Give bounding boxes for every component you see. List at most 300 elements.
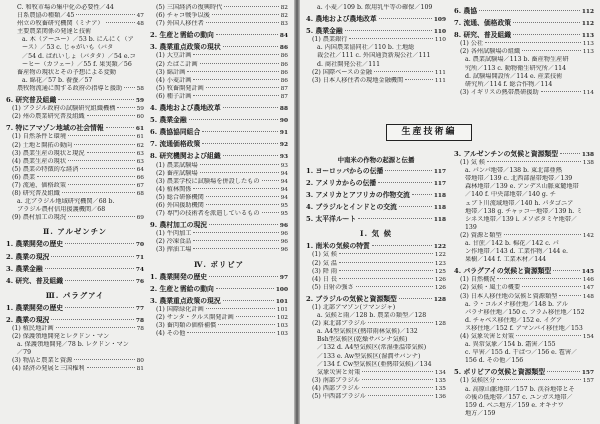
toc-entry-title: (7) 流通、価格政策	[12, 181, 67, 189]
dot-leader	[124, 87, 134, 88]
toc-entry-title: c. 旱害／155 d. 干ばつ／156 e. 雹害／	[465, 349, 578, 357]
toc-entry	[306, 320, 446, 328]
dot-leader	[58, 99, 134, 100]
dot-leader	[479, 10, 580, 11]
dot-leader	[68, 216, 135, 217]
toc-entry	[150, 210, 288, 218]
toc-entry	[454, 267, 594, 276]
toc-page-number: 109	[433, 17, 446, 24]
toc-page-number: 95	[280, 202, 288, 209]
toc-entry	[6, 85, 144, 93]
toc-page-number: 58	[136, 85, 144, 92]
toc-entry-title: 5. 太平洋ルート	[306, 215, 357, 224]
toc-page-number: 96	[280, 239, 288, 246]
toc-page-number: 136	[434, 394, 446, 400]
dot-leader	[223, 300, 274, 301]
toc-page-number: 94	[280, 170, 288, 177]
toc-entry	[454, 191, 594, 199]
toc-entry-title: (4) 小麦計画	[156, 76, 192, 84]
dot-leader	[339, 253, 433, 254]
dot-leader	[362, 371, 433, 372]
section-subheading: 中南米の作物の起源と伝播	[337, 155, 415, 164]
dot-leader	[541, 91, 581, 92]
toc-entry-title: a. 保護領地開発／78 b. レクドン・マン	[17, 341, 129, 349]
toc-entry	[6, 124, 144, 133]
toc-entry	[454, 402, 594, 410]
toc-page-number: 117	[433, 180, 446, 187]
toc-page-number: 86	[280, 61, 288, 68]
toc-entry-title: a. 甘蔗／142 b. 棉花／142 c. パ	[465, 239, 559, 247]
toc-entry-title: 6. 農協協同組合	[150, 128, 201, 137]
toc-entry	[150, 194, 288, 202]
toc-entry	[150, 273, 288, 282]
toc-entry-title: a. 内国農業協同社／110 b. 土地総	[317, 44, 415, 52]
toc-entry-title: 3. 農業重点政策の現況	[150, 296, 221, 305]
toc-entry	[454, 167, 594, 175]
toc-entry	[306, 44, 446, 52]
toc-entry	[6, 96, 144, 105]
toc-entry	[6, 214, 144, 222]
toc-page-number: 76	[135, 278, 144, 285]
dot-leader	[193, 54, 278, 55]
toc-entry	[306, 191, 446, 200]
toc-entry-title: ース）／53 c. じゃがいも（バタ	[22, 44, 114, 52]
toc-page-number: 92	[279, 142, 288, 149]
toc-page-number: 123	[434, 260, 446, 267]
toc-entry	[150, 162, 288, 170]
toc-entry	[150, 306, 288, 314]
toc-entry-title: 6. 研究普及組織	[6, 96, 57, 105]
toc-entry-title: (1) 植民地計画	[12, 325, 54, 332]
toc-entry-title: 1. 農業開発の歴史	[150, 272, 208, 281]
toc-entry-title: (2) 東北部ブラジル	[312, 320, 366, 328]
toc-entry-title: (6) 種子計画	[156, 92, 192, 100]
toc-entry-title: (9) 農村加工の現況	[12, 214, 67, 222]
toc-entry-title: (2) 保護領地開発とレクドン・マン	[12, 333, 110, 341]
dot-leader	[209, 224, 278, 225]
toc-entry	[150, 116, 288, 125]
dot-leader	[74, 359, 134, 360]
dot-leader	[56, 327, 135, 328]
toc-entry-title: 2. 生産と需給の動向	[150, 284, 214, 293]
toc-entry-title: 気象災害と対策	[317, 368, 361, 376]
toc-entry-title: (1) 自然概況	[460, 276, 496, 284]
dot-leader	[68, 184, 135, 185]
toc-page-number: 96	[280, 231, 288, 238]
toc-entry	[306, 27, 446, 36]
dot-leader	[345, 30, 432, 31]
toc-entry-title: ーヒー（カフェー）／55 f. 果実類／56	[22, 60, 132, 68]
toc-page-number: 101	[275, 298, 288, 305]
toc-page-number: 82	[280, 13, 288, 20]
dot-leader	[339, 278, 433, 279]
toc-entry-title: (3) 降 雨	[312, 267, 338, 275]
toc-entry	[454, 240, 594, 248]
toc-entry-title: (3) イギリスの熱帯農研援助	[460, 88, 539, 96]
toc-page-number: 82	[280, 5, 288, 11]
dot-leader	[485, 42, 581, 43]
toc-entry-title: (5) 中西部ブラジル	[312, 393, 366, 400]
dot-leader	[106, 127, 134, 128]
toc-page-number: 135	[434, 385, 446, 392]
toc-entry	[150, 77, 288, 85]
toc-entry-title: Bsh型気候区(乾燥サバンナ気候)	[317, 336, 408, 344]
dot-leader	[236, 316, 275, 317]
toc-entry-title: (3) 農業生産の現状と現況	[12, 149, 85, 157]
toc-entry	[454, 65, 594, 73]
toc-entry-title: 8. 研究機関および組織	[150, 152, 221, 161]
dot-leader	[497, 379, 580, 380]
toc-page-number: 48	[136, 21, 144, 28]
toc-entry	[454, 208, 594, 216]
toc-entry	[6, 150, 144, 158]
toc-entry	[454, 357, 594, 365]
toc-page-number: 81	[136, 366, 144, 373]
toc-entry	[150, 238, 288, 246]
toc-entry-title: (3) 物品と農業と資源	[12, 357, 73, 365]
toc-entry-title: パラナ移住地／150 c. フラム移住地／152	[465, 308, 585, 316]
dot-leader	[399, 206, 432, 207]
dot-leader	[65, 280, 134, 281]
toc-page-number: 114	[582, 89, 594, 96]
toc-page-number: 91	[279, 130, 288, 137]
toc-entry-title: ュブト川流域地帯／140 h. パタゴニア	[465, 199, 574, 207]
toc-entry-title: 5. 農業金融	[306, 27, 343, 36]
toc-entry	[306, 69, 446, 77]
toc-entry-title: 5. 農業金融	[150, 116, 187, 125]
toc-entry	[150, 20, 288, 28]
toc-entry-title: 究所／113 c. 動物衛生研究所／114	[465, 64, 567, 72]
toc-entry	[454, 89, 594, 97]
dot-leader	[399, 298, 432, 299]
toc-page-number: 87	[280, 93, 288, 100]
toc-entry	[6, 253, 144, 262]
toc-entry-title: (2) 各州試験場の組織	[460, 48, 521, 56]
dot-leader	[559, 295, 581, 296]
dot-leader	[80, 168, 134, 169]
toc-entry	[306, 251, 446, 259]
toc-entry	[454, 325, 594, 333]
toc-entry	[150, 93, 288, 101]
toc-entry-title: (6) 外国援助機関	[156, 201, 204, 209]
toc-entry-title: 3. アメリカとアフリカの作物交流	[306, 191, 410, 200]
toc-entry-title: (4) その他	[156, 330, 186, 338]
toc-page-number: 154	[582, 334, 594, 340]
toc-entry-title: a. 農業試験場／113 b. 畜産物生産研	[465, 56, 569, 64]
toc-page-number: 118	[433, 193, 446, 200]
toc-entry	[306, 260, 446, 268]
dot-leader	[224, 6, 278, 7]
dot-leader	[187, 71, 278, 72]
toc-entry	[306, 377, 446, 385]
toc-page-number: 112	[581, 21, 594, 28]
toc-entry	[150, 246, 288, 254]
toc-page-number: 59	[135, 98, 144, 105]
toc-entry-title: 1. 農業開発の歴史	[6, 240, 64, 249]
toc-entry-title: (1) 農業銀行	[312, 36, 348, 44]
toc-entry	[306, 61, 446, 69]
toc-page-number: 78	[135, 317, 144, 324]
toc-page-number: 61	[135, 126, 144, 133]
toc-entry	[454, 48, 594, 56]
dot-leader	[218, 324, 275, 325]
toc-entry	[6, 357, 144, 365]
dot-leader	[51, 319, 133, 320]
toc-entry-title: (2) 気候・風土の概要	[460, 284, 521, 292]
toc-entry	[306, 312, 446, 320]
toc-entry-title: ン作地帯／143 d. 工業作物／144 e.	[465, 248, 568, 256]
toc-entry	[306, 77, 446, 85]
toc-entry	[150, 52, 288, 60]
toc-entry	[454, 73, 594, 81]
dot-leader	[193, 79, 278, 80]
toc-entry-title: (2) 畜産試験場	[156, 169, 198, 177]
dot-leader	[379, 18, 432, 19]
toc-entry	[6, 349, 144, 357]
toc-entry	[306, 52, 446, 60]
toc-entry-title: 7. 流通、価格政策	[454, 19, 512, 28]
toc-page-number: 86	[280, 77, 288, 84]
toc-page-number: 101	[276, 306, 288, 313]
toc-entry-title: 1. ヨーロッパからの伝播	[306, 166, 384, 175]
toc-entry-title: 2. 農業の現況	[6, 315, 50, 324]
dot-leader	[87, 115, 135, 116]
dot-leader	[189, 119, 278, 120]
toc-page-number: 94	[280, 178, 288, 185]
toc-entry	[6, 28, 144, 36]
toc-entry	[306, 203, 446, 212]
toc-entry	[454, 256, 594, 264]
toc-entry	[6, 325, 144, 333]
left-col-2	[150, 4, 288, 420]
toc-entry-title: (2) 国際ベースの金融	[312, 68, 372, 76]
toc-entry-title: (2) たばこ計画	[156, 60, 198, 68]
toc-entry	[454, 56, 594, 64]
toc-entry-title: a. 小麦／109 b. 飲用乳牛等の確保／109	[317, 4, 433, 11]
toc-entry-title: a. パンパ地帯／138 b. 東北部亜熱	[465, 167, 562, 175]
toc-entry-title: (3) 日本人移住者の現地金融機関	[312, 76, 404, 84]
toc-entry	[306, 167, 446, 176]
dot-leader	[368, 322, 433, 323]
toc-entry	[454, 377, 594, 385]
toc-page-number: 96	[279, 223, 288, 230]
toc-entry-title: (3) 畜肉類の価格補償	[156, 322, 217, 329]
toc-entry-title: 4. ブラジルとインドとの交流	[306, 203, 397, 212]
toc-entry-title: (3) 搾油工場	[156, 246, 192, 254]
dot-leader	[74, 144, 134, 145]
toc-entry	[454, 284, 594, 292]
toc-page-number: 102	[276, 314, 288, 321]
toc-entry-title: (6) チャコ戦争以後	[156, 12, 210, 20]
dot-leader	[516, 335, 581, 336]
toc-entry-title: a. 高原山脈地帯／157 b. 渓谷地帯とそ	[465, 385, 575, 393]
toc-entry	[306, 361, 446, 369]
toc-entry	[6, 61, 144, 69]
toc-entry	[306, 15, 446, 24]
dot-leader	[206, 204, 279, 205]
dot-leader	[45, 268, 134, 269]
dot-leader	[358, 218, 432, 219]
toc-entry-title: ブラジル農村信用援護機関／68	[17, 206, 106, 214]
chapter-title: Ⅳ. ボリビア	[193, 259, 245, 269]
toc-page-number: 94	[280, 186, 288, 193]
toc-entry-title: シネス地帯／139 i. メソポタミヤ地帯／	[465, 215, 578, 223]
toc-entry-title: (5) 三国経済の復興時代	[156, 4, 223, 11]
toc-entry	[454, 317, 594, 325]
dot-leader	[37, 176, 135, 177]
toc-entry-title: (1) ブラジル政府の試験研究組織機構	[12, 105, 116, 113]
toc-entry-title: 6. 農協	[454, 7, 478, 15]
toc-entry-title: 地方／159	[465, 409, 496, 417]
toc-entry-title: 4. 研究、普及組織	[6, 276, 64, 285]
chapter-title: 3. アルゼンチンの気候と資源類型 138	[454, 149, 594, 158]
toc-page-number: 111	[434, 77, 446, 84]
dot-leader	[62, 192, 135, 193]
toc-entry	[306, 304, 446, 312]
toc-page-number: 126	[434, 284, 446, 291]
toc-entry	[306, 344, 446, 352]
toc-page-number: 90	[279, 118, 288, 125]
dot-leader	[187, 332, 275, 333]
toc-entry	[150, 297, 288, 306]
toc-entry-title: 帯地帯／139 c. 北西部湿帯地帯／139	[465, 175, 573, 183]
toc-entry	[306, 369, 446, 377]
toc-entry-title: 州立の牧畜研究機関（ミナア）	[17, 20, 104, 28]
left-page	[0, 0, 294, 424]
dot-leader	[487, 161, 581, 162]
toc-entry	[6, 190, 144, 198]
toc-entry-title: ／54 d. ばれいしょ（バタタ）／54 e.コ	[22, 52, 136, 60]
toc-entry	[150, 140, 288, 149]
toc-page-number: 113	[582, 41, 594, 48]
toc-page-number: 118	[433, 217, 446, 224]
toc-entry	[454, 183, 594, 191]
dot-leader	[206, 87, 279, 88]
toc-entry	[454, 232, 594, 240]
toc-entry-title: 研究所／114 f. 総合作物／114	[465, 80, 553, 88]
toc-entry	[6, 166, 144, 174]
toc-entry	[6, 20, 144, 28]
toc-page-number: 100	[275, 286, 288, 293]
dot-leader	[522, 50, 581, 51]
toc-entry-title: d. 商社開発公社／111	[317, 60, 381, 68]
toc-entry-title: (2) 土地と開拓の動向	[12, 141, 73, 149]
dot-leader	[262, 212, 279, 213]
toc-entry-title: a. 異常気象／154 b. 霜害／155	[465, 341, 556, 349]
toc-entry	[454, 309, 594, 317]
toc-entry	[150, 285, 288, 294]
toc-entry-title: 2. 生産と需給の動向	[150, 31, 214, 40]
toc-entry	[6, 53, 144, 61]
dot-leader	[212, 14, 279, 15]
toc-entry-title: 日系農協の種類／45	[17, 12, 75, 20]
dot-leader	[356, 286, 433, 287]
toc-entry-title: (6) 農業	[12, 173, 36, 181]
toc-entry	[306, 242, 446, 251]
toc-entry-title: ／79	[17, 349, 32, 357]
toc-page-number: 93	[280, 162, 288, 169]
toc-entry-title: ／132 d. A4型気候区(常湿亜温帯気候)	[317, 344, 427, 352]
toc-page-number: 88	[279, 106, 288, 113]
toc-entry	[454, 40, 594, 48]
toc-entry	[306, 36, 446, 44]
toc-entry	[150, 322, 288, 330]
toc-entry-title: (7) 専門の技術者を派遣しているもの	[156, 210, 260, 218]
toc-entry	[6, 182, 144, 190]
toc-entry-title: 156 d. その他／156	[465, 357, 524, 365]
toc-page-number: 84	[279, 33, 288, 40]
toc-entry-title: (5) 牧畜開発計画	[156, 84, 204, 92]
dot-leader	[339, 270, 433, 271]
dot-leader	[374, 71, 433, 72]
dot-leader	[497, 278, 580, 279]
toc-page-number: 63	[136, 150, 144, 157]
toc-entry	[306, 268, 446, 276]
toc-page-number: 157	[582, 378, 594, 385]
toc-entry-title: (1) 気候区分	[460, 377, 496, 385]
toc-entry	[454, 7, 594, 16]
toc-entry	[6, 12, 144, 20]
toc-entry	[150, 43, 288, 52]
toc-entry	[454, 333, 594, 341]
toc-page-number: 128	[433, 296, 446, 303]
dot-leader	[193, 248, 278, 249]
toc-entry-title: (5) 日射の強さ	[312, 283, 354, 291]
toc-entry-title: 8. 研究、普及組織	[454, 31, 512, 40]
toc-page-number: 80	[136, 358, 144, 365]
dot-leader	[65, 307, 134, 308]
toc-entry	[454, 410, 594, 418]
toc-entry	[6, 206, 144, 214]
dot-leader	[504, 234, 581, 235]
toc-entry	[454, 81, 594, 89]
toc-entry	[6, 277, 144, 286]
toc-page-number: 122	[433, 244, 446, 251]
toc-page-number: 148	[582, 293, 594, 300]
toc-page-number: 135	[434, 377, 446, 384]
dot-leader	[368, 395, 433, 396]
toc-entry	[306, 336, 446, 344]
toc-entry-title: 9. 農村加工の現況	[150, 221, 208, 230]
toc-entry-title: (4) 西部ブラジル	[312, 384, 360, 392]
dot-leader	[200, 172, 279, 173]
toc-entry-title: d. チャベス移住地／152 e. イグア	[465, 316, 563, 324]
toc-entry-title: 7. 流通価格政策	[150, 140, 201, 149]
dot-leader	[193, 232, 278, 233]
toc-page-number: 126	[434, 276, 446, 283]
toc-entry-title: 畜産物の現状とその予想による変動	[17, 68, 116, 76]
toc-entry	[6, 158, 144, 166]
toc-entry	[454, 216, 594, 224]
toc-entry-title: (7) 外国人移住者	[156, 20, 204, 28]
dot-leader	[216, 34, 278, 35]
toc-page-number: 69	[136, 215, 144, 222]
toc-entry-title: 1. 農業開発の歴史	[6, 303, 64, 312]
dot-leader	[362, 379, 433, 380]
left-col-1	[6, 4, 144, 420]
toc-page-number: 125	[434, 268, 446, 275]
dot-leader	[412, 194, 432, 195]
toc-entry-title: 主要農業関係の発達と技術	[17, 28, 92, 36]
dot-leader	[405, 79, 433, 80]
toc-entry-title: (2) サンタ・クルス開発計画	[156, 313, 234, 321]
dot-leader	[206, 22, 279, 23]
dot-leader	[193, 188, 278, 189]
toc-page-number: 71	[135, 254, 144, 261]
toc-entry	[6, 265, 144, 274]
toc-entry	[150, 31, 288, 40]
dot-leader	[385, 170, 432, 171]
